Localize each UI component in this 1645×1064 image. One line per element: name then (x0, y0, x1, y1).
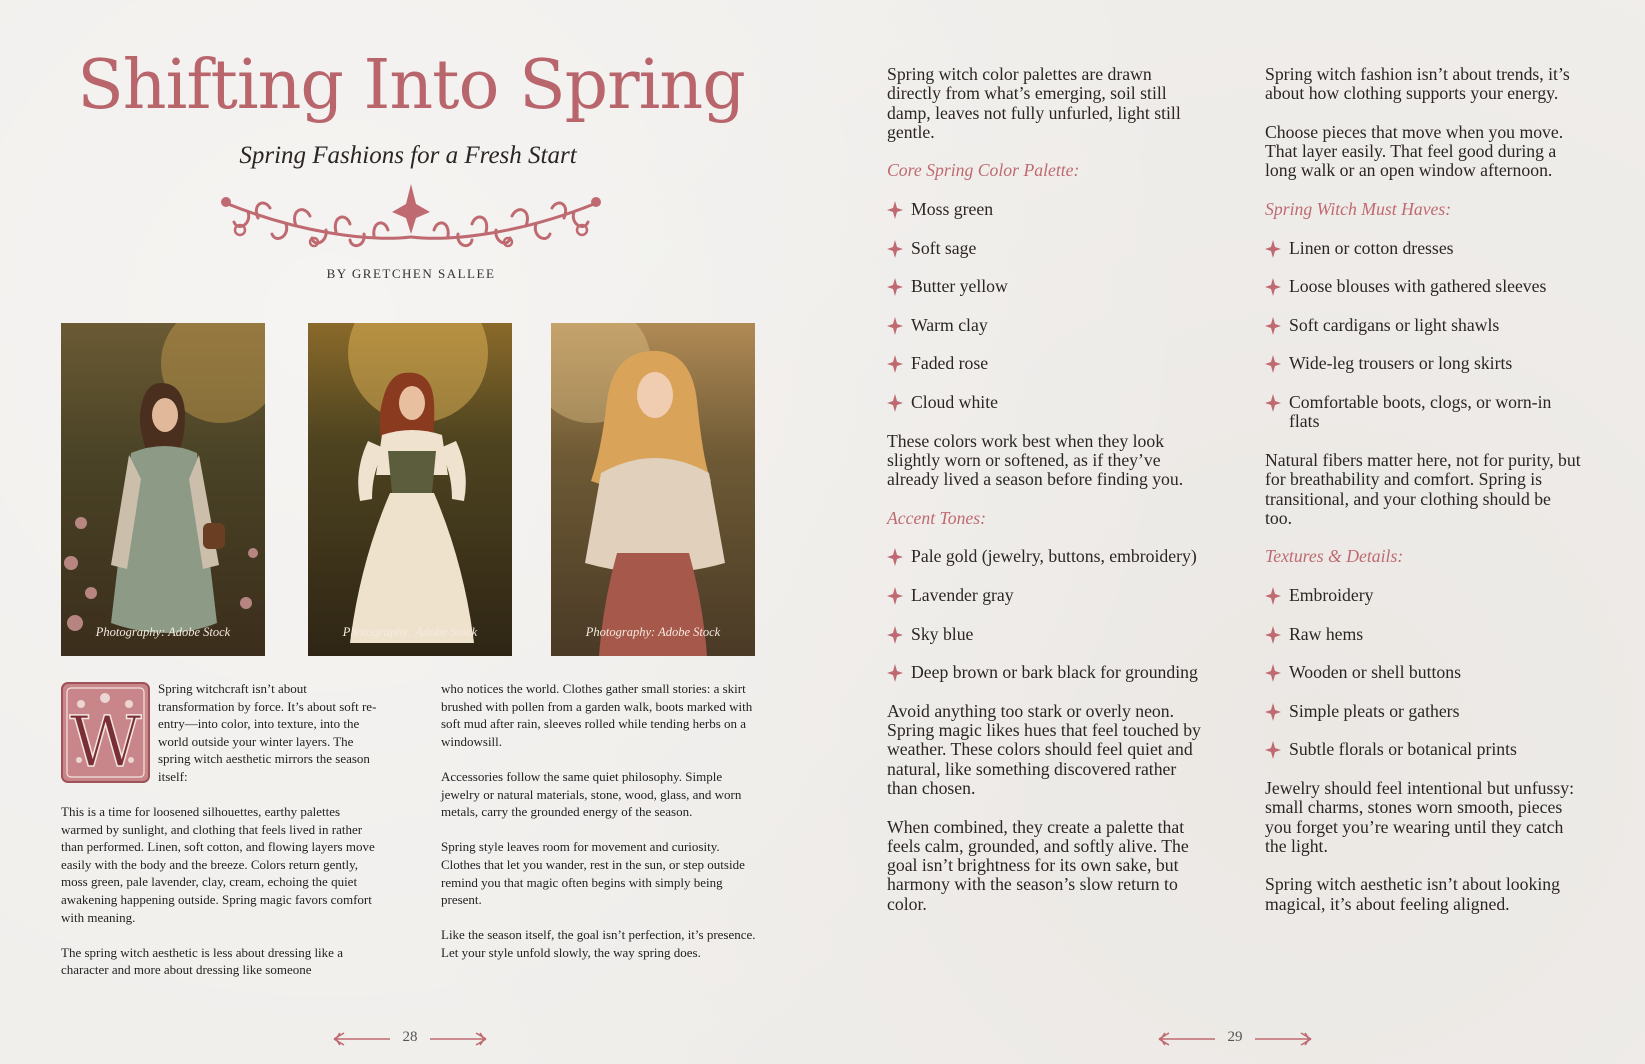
article-column-1 (61, 803, 381, 979)
list-item: Linen or cotton dresses (1265, 239, 1581, 258)
list-item: Sky blue (887, 625, 1207, 644)
textures-list (1265, 586, 1581, 760)
article-title: Shifting Into Spring (77, 46, 745, 125)
sparkle-icon (887, 201, 903, 219)
list-item: Soft cardigans or light shawls (1265, 316, 1581, 335)
list-item: Raw hems (1265, 625, 1581, 644)
list-item: Pale gold (jewelry, buttons, embroidery) (887, 547, 1207, 566)
closing-paragraph: Spring witch aesthetic isn’t about looking magical, it’s about feeling aligned. (1265, 874, 1560, 914)
list-item: Butter yellow (887, 277, 1207, 296)
sparkle-icon (1265, 587, 1281, 605)
sparkle-icon (887, 317, 903, 335)
photo-woman-shawl (551, 323, 755, 656)
list-item: Comfortable boots, clogs, or worn-in flats (1265, 393, 1581, 432)
palette-intro: Spring witch color palettes are drawn directly from what’s emerging, soil still damp, leaves not fully unfurled, light still gentle. (887, 64, 1181, 142)
fibers-paragraph: Natural fibers matter here, not for purity, but for breathability and comfort. Spring is transitional, and your clothing should be too. (1265, 449, 1581, 528)
list-item: Faded rose (887, 354, 1207, 373)
musthave-list (1265, 239, 1581, 432)
article-paragraph: This is a time for loosened silhouettes, earthy palettes warmed by sunlight, and clothing that feels lived in rather than performed. Linen, soft cotton, and flowing layers move easily with the body and the breeze. Colors return gently, moss green, pale lavender, clay, cream, echoing the quiet awakening happening outside. Spring magic favors comfort with meaning. (61, 804, 375, 925)
right-page (822, 0, 1645, 1064)
musthave-heading: Spring Witch Must Haves: (1265, 199, 1452, 220)
article-subtitle: Spring Fashions for a Fresh Start (239, 142, 577, 169)
article-paragraph: Like the season itself, the goal isn’t perfection, it’s presence. Let your style unfold slowly, the way spring does. (441, 927, 756, 960)
sparkle-icon (887, 548, 903, 566)
palette-heading: Core Spring Color Palette: (887, 160, 1080, 181)
list-item: Embroidery (1265, 586, 1581, 605)
sparkle-icon (1265, 240, 1281, 258)
sparkle-icon (887, 278, 903, 296)
photo-woman-sage-dress (61, 323, 265, 656)
accent-list (887, 547, 1207, 682)
accent-heading: Accent Tones: (887, 507, 987, 528)
jewelry-paragraph: Jewelry should feel intentional but unfussy: small charms, stones worn smooth, pieces you forget you’re wearing until they catch the light. (1265, 777, 1574, 856)
article-paragraph: Spring style leaves room for movement and curiosity. Clothes that let you wander, rest in the sun, or step outside remind you that magic often begins with simply being present. (441, 839, 745, 908)
sparkle-icon (887, 394, 903, 412)
list-item: Deep brown or bark black for grounding (887, 663, 1207, 682)
dropcap-w-icon (61, 682, 150, 783)
sparkle-icon (887, 587, 903, 605)
list-item: Subtle florals or botanical prints (1265, 740, 1581, 759)
photo-woman-corset-dress (308, 323, 512, 656)
sparkle-icon (887, 355, 903, 373)
sparkle-icon (1265, 317, 1281, 335)
sparkle-icon (1265, 394, 1281, 412)
list-item: Warm clay (887, 316, 1207, 335)
list-item: Cloud white (887, 393, 1207, 412)
page-number-left: 28 (330, 1029, 490, 1049)
article-paragraph: Accessories follow the same quiet philosophy. Simple jewelry or natural materials, stone, wood, glass, and worn metals, carry the grounded energy of the season. (441, 768, 742, 820)
palette-note: These colors work best when they look slightly worn or softened, as if they’ve already lived a season before finding you. (887, 430, 1184, 490)
svg-text:W: W (69, 701, 142, 783)
article-column-2 (441, 680, 759, 979)
fashion-intro: Spring witch fashion isn’t about trends, it’s about how clothing supports your energy. (1265, 64, 1570, 104)
list-item: Wooden or shell buttons (1265, 663, 1581, 682)
list-item: Simple pleats or gathers (1265, 702, 1581, 721)
article-paragraph: The spring witch aesthetic is less about dressing like a character and more about dressing like someone (61, 944, 343, 978)
sparkle-icon (887, 240, 903, 258)
article-intro: Spring witchcraft isn’t about transformation by force. It’s about soft re-entry—into color, into texture, into the world outside your winter layers. The spring witch aesthetic mirrors the season itself: (158, 681, 377, 784)
floral-flourish-icon (218, 182, 604, 252)
right-column-2 (1265, 65, 1581, 933)
byline: BY GRETCHEN SALLEE (326, 266, 496, 281)
list-item: Moss green (887, 200, 1207, 219)
article-paragraph: who notices the world. Clothes gather small stories: a skirt brushed with pollen from a garden walk, boots marked with soft mud after rain, sleeves rolled while tending herbs on a windowsill. (441, 681, 753, 749)
sparkle-icon (1265, 355, 1281, 373)
sparkle-icon (887, 626, 903, 644)
sparkle-icon (1265, 626, 1281, 644)
sparkle-icon (887, 664, 903, 682)
right-column-1 (887, 65, 1207, 933)
photo-credit: Photography: Adobe Stock (585, 625, 721, 639)
sparkle-icon (1265, 664, 1281, 682)
textures-heading: Textures & Details: (1265, 546, 1404, 567)
combined-paragraph: When combined, they create a palette that feels calm, grounded, and softly alive. The goal isn’t brightness for its own sake, but harmony with the season’s slow return to color. (887, 816, 1189, 914)
list-item: Wide-leg trousers or long skirts (1265, 354, 1581, 373)
sparkle-icon (1265, 278, 1281, 296)
choose-paragraph: Choose pieces that move when you move. That layer easily. That feel good during a long walk or an open window afternoon. (1265, 121, 1564, 181)
photo-credit: Photography: Adobe Stock (342, 625, 478, 639)
sparkle-icon (1265, 703, 1281, 721)
sparkle-icon (1265, 741, 1281, 759)
palette-list (887, 200, 1207, 412)
list-item: Lavender gray (887, 586, 1207, 605)
page-number-right: 29 (1155, 1029, 1315, 1049)
list-item: Soft sage (887, 239, 1207, 258)
list-item: Loose blouses with gathered sleeves (1265, 277, 1581, 296)
left-page (0, 0, 822, 1064)
photo-credit: Photography: Adobe Stock (95, 625, 231, 639)
avoid-paragraph: Avoid anything too stark or overly neon. Spring magic likes hues that feel touched by weather. These colors should feel quiet and natural, like something discovered rather than chosen. (887, 700, 1201, 798)
